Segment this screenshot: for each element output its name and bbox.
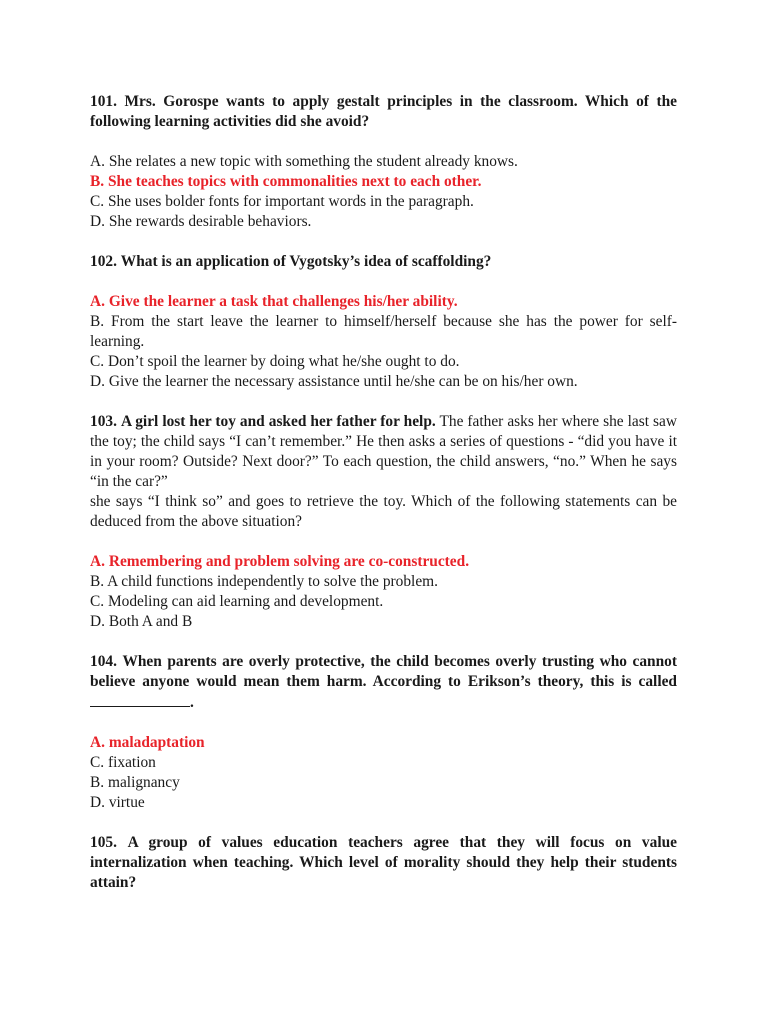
option-104-d (90, 793, 677, 813)
option-text: Modeling can aid learning and development. (107, 593, 384, 610)
option-label: C. (90, 193, 105, 210)
option-label: D. (90, 613, 105, 630)
option-text: Give the learner a task that challenges his/her ability. (108, 293, 458, 310)
option-101-b-correct (90, 172, 677, 192)
option-label: A. (90, 734, 105, 751)
option-102-b (90, 312, 677, 352)
option-text: She uses bolder fonts for important words in the paragraph. (107, 193, 474, 210)
option-101-a (90, 152, 677, 172)
option-label: A. (90, 553, 105, 570)
exam-page (90, 92, 677, 893)
answer-blank (90, 692, 190, 707)
question-number: 105. (90, 834, 117, 851)
question-102 (90, 252, 677, 272)
option-103-d (90, 612, 677, 632)
question-end: . (190, 694, 194, 711)
option-label: D. (90, 794, 105, 811)
option-text: Don’t spoil the learner by doing what he/she ought to do. (107, 353, 460, 370)
option-label: D. (90, 373, 105, 390)
question-number: 102. (90, 253, 117, 270)
question-number: 101. (90, 93, 117, 110)
option-label: B. (90, 573, 105, 590)
option-label: C. (90, 353, 105, 370)
option-101-d (90, 212, 677, 232)
option-text: She rewards desirable behaviors. (108, 213, 312, 230)
question-105 (90, 833, 677, 893)
option-103-b (90, 572, 677, 592)
option-text: Remembering and problem solving are co-constructed. (108, 553, 470, 570)
option-text: From the start leave the learner to himself/herself because she has the power for self-learning. (90, 313, 677, 350)
option-label: B. (90, 774, 105, 791)
question-number: 103. (90, 413, 117, 430)
question-103-continued (90, 492, 677, 532)
option-103-a-correct (90, 552, 677, 572)
option-label: A. (90, 153, 105, 170)
question-text: she says “I think so” and goes to retrieve the toy. Which of the following statements can be deduced from the above situation? (90, 493, 677, 530)
option-label: A. (90, 293, 105, 310)
option-101-c (90, 192, 677, 212)
option-102-c (90, 352, 677, 372)
option-text: virtue (108, 794, 145, 811)
option-104-c (90, 753, 677, 773)
question-text: When parents are overly protective, the child becomes overly trusting who cannot believe anyone would mean them harm. According to Erikson’s theory, this is called (90, 653, 677, 690)
question-text: The father asks her where she last saw the toy; the child says “I can’t remember.” He then asks a series of questions - “did you have it in your room? Outside? Next door?” To each question, the child answers, “no.” When he says “in the car?” (90, 413, 677, 490)
option-text: A child functions independently to solve the problem. (107, 573, 438, 590)
question-text: A group of values education teachers agree that they will focus on value internalization when teaching. Which level of morality should they help their students attain? (90, 834, 677, 891)
option-label: C. (90, 754, 105, 771)
option-103-c (90, 592, 677, 612)
question-text-bold: A girl lost her toy and asked her father for help. (120, 413, 436, 430)
option-text: malignancy (107, 774, 180, 791)
option-text: fixation (107, 754, 156, 771)
option-label: B. (90, 173, 105, 190)
option-102-d (90, 372, 677, 392)
question-103 (90, 412, 677, 492)
option-text: She teaches topics with commonalities next to each other. (107, 173, 482, 190)
option-label: D. (90, 213, 105, 230)
option-text: Both A and B (108, 613, 193, 630)
question-text: What is an application of Vygotsky’s idea of scaffolding? (120, 253, 492, 270)
option-label: C. (90, 593, 105, 610)
option-104-b (90, 773, 677, 793)
option-104-a-correct (90, 733, 677, 753)
question-number: 104. (90, 653, 117, 670)
option-text: maladaptation (108, 734, 205, 751)
question-101 (90, 92, 677, 132)
option-102-a-correct (90, 292, 677, 312)
question-104 (90, 652, 677, 713)
question-text: Mrs. Gorospe wants to apply gestalt principles in the classroom. Which of the following learning activities did she avoid? (90, 93, 677, 130)
option-text: She relates a new topic with something the student already knows. (108, 153, 518, 170)
option-text: Give the learner the necessary assistance until he/she can be on his/her own. (108, 373, 578, 390)
option-label: B. (90, 313, 105, 330)
